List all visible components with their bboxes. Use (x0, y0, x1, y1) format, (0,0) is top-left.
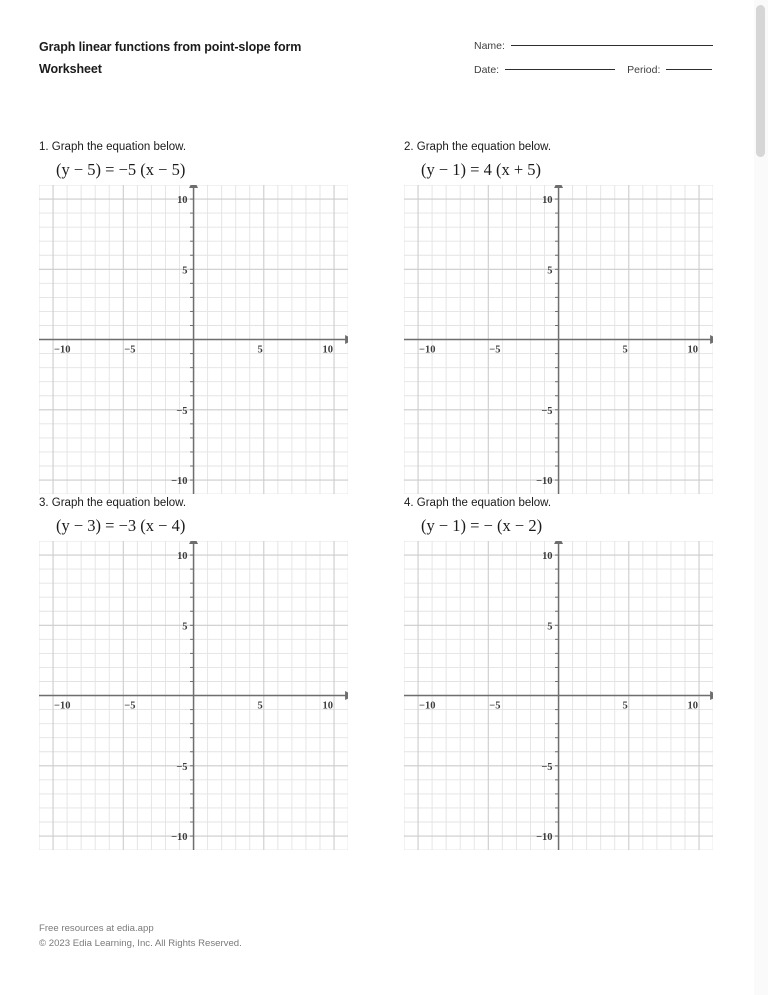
axis-arrowheads (189, 185, 348, 344)
axes (39, 187, 346, 494)
x-tick-label: 10 (322, 700, 334, 712)
y-tick-label: −10 (536, 476, 553, 488)
student-info-fields (474, 40, 724, 88)
y-tick-label: 5 (547, 621, 553, 633)
y-tick-label: −10 (171, 476, 188, 488)
date-field-label: Date: (474, 64, 500, 76)
period-input-line[interactable] (666, 69, 712, 70)
problem-2 (404, 140, 714, 495)
footer (39, 921, 242, 951)
scrollbar-thumb[interactable] (756, 5, 765, 157)
axes (39, 543, 346, 850)
coordinate-plane[interactable] (404, 541, 713, 850)
y-tick-label: 5 (547, 265, 553, 277)
x-tick-label: −5 (489, 700, 501, 712)
page-title-line1: Graph linear functions from point-slope form (39, 40, 302, 54)
problem-4-equation: (y − 1) = − (x − 2) (421, 516, 543, 535)
date-input-line[interactable] (505, 69, 615, 70)
x-tick-label: 10 (322, 344, 334, 356)
axis-arrowheads (554, 541, 713, 700)
problem-3-prompt: 3. Graph the equation below. (39, 497, 187, 509)
footer-resources-line: Free resources at edia.app (39, 923, 154, 934)
date-period-field-row (474, 64, 724, 88)
y-tick-label: 10 (177, 195, 188, 207)
problem-3-equation: (y − 3) = −3 (x − 4) (56, 516, 186, 535)
y-tick-label: 5 (182, 621, 188, 633)
y-tick-label: −10 (171, 832, 188, 844)
scrollbar-track[interactable] (754, 0, 768, 995)
y-tick-label: −5 (541, 405, 553, 417)
y-tick-label: 10 (177, 551, 188, 563)
period-field-label: Period: (627, 64, 661, 76)
y-tick-label: −10 (536, 832, 553, 844)
x-tick-label: 5 (622, 344, 628, 356)
y-tick-label: −5 (176, 761, 188, 773)
axes (404, 187, 711, 494)
problem-1-prompt: 1. Graph the equation below. (39, 141, 187, 153)
axes (404, 543, 711, 850)
axis-arrowheads (189, 541, 348, 700)
x-tick-label: −5 (489, 344, 501, 356)
name-field-row (474, 40, 724, 64)
problem-2-equation: (y − 1) = 4 (x + 5) (421, 160, 542, 179)
name-input-line[interactable] (511, 45, 713, 46)
y-tick-label: 10 (542, 551, 553, 563)
problem-1-graph[interactable] (39, 185, 349, 495)
y-tick-label: −5 (176, 405, 188, 417)
problem-2-prompt: 2. Graph the equation below. (404, 141, 552, 153)
problem-1-equation: (y − 5) = −5 (x − 5) (56, 160, 186, 179)
problem-4 (404, 496, 714, 851)
coordinate-plane[interactable] (39, 541, 348, 850)
coordinate-plane[interactable] (404, 185, 713, 494)
page-title-line2: Worksheet (39, 62, 102, 76)
x-tick-label: −5 (124, 700, 136, 712)
x-tick-label: −10 (54, 344, 71, 356)
problem-3 (39, 496, 349, 851)
x-tick-label: 5 (622, 700, 628, 712)
problem-2-graph[interactable] (404, 185, 714, 495)
x-tick-label: −10 (419, 700, 436, 712)
problem-3-graph[interactable] (39, 541, 349, 851)
x-tick-label: 10 (687, 344, 699, 356)
y-tick-label: 5 (182, 265, 188, 277)
y-tick-label: −5 (541, 761, 553, 773)
x-tick-label: 5 (257, 700, 263, 712)
problem-4-prompt: 4. Graph the equation below. (404, 497, 552, 509)
name-field-label: Name: (474, 40, 505, 52)
footer-copyright-line: © 2023 Edia Learning, Inc. All Rights Reserved. (39, 938, 242, 949)
coordinate-plane[interactable] (39, 185, 348, 494)
worksheet-header (0, 36, 740, 92)
page-title (39, 36, 419, 80)
y-tick-label: 10 (542, 195, 553, 207)
x-tick-label: 10 (687, 700, 699, 712)
x-tick-label: −10 (54, 700, 71, 712)
x-tick-label: −5 (124, 344, 136, 356)
x-tick-label: 5 (257, 344, 263, 356)
problem-1 (39, 140, 349, 495)
problem-4-graph[interactable] (404, 541, 714, 851)
x-tick-label: −10 (419, 344, 436, 356)
axis-arrowheads (554, 185, 713, 344)
